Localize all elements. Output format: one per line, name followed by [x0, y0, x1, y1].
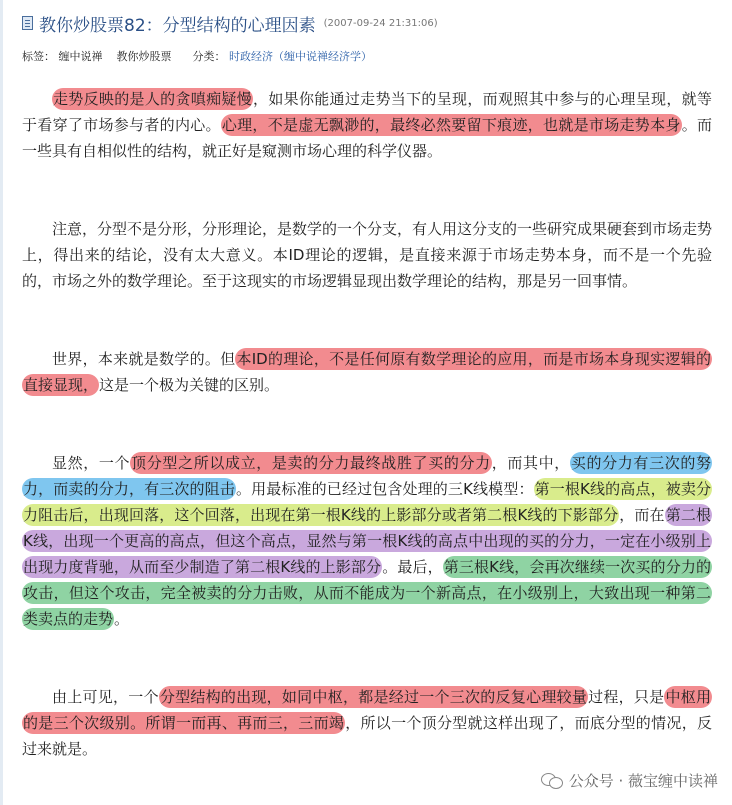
paragraph-1 — [22, 86, 712, 164]
highlight-red: 走势反映的是人的贪嗔痴疑慢 — [53, 90, 253, 108]
left-edge — [0, 0, 3, 805]
text-span: 过程，只是 — [588, 688, 665, 706]
wechat-icon — [541, 772, 563, 790]
highlight-red: 中枢用的是三个次级别。所谓一而再、再而三，三而竭 — [23, 688, 711, 732]
highlight-purple: 第二根K线，出现一个更高的高点，但这个高点，显然与第一根K线的高点中出现的买的分力，一定在小级别上出现力度背驰，从而至少制造了第二根K线的上影部分 — [23, 506, 711, 576]
highlight-yellow: 第一根K线的高点，被卖分力阻击后，出现回落，这个回落，出现在第一根K线的上影部分或者第二根K线的下影部分 — [23, 480, 711, 524]
paragraph-5 — [22, 684, 712, 762]
post-header — [22, 10, 722, 36]
text-span: 世界，本来就是数学的。但 — [52, 350, 236, 368]
text-span: ，而在 — [619, 506, 665, 524]
text-span: 显然，一个 — [52, 454, 131, 472]
document-icon — [22, 16, 33, 30]
watermark — [541, 770, 718, 791]
post-timestamp: (2007-09-24 21:31:06) — [323, 17, 438, 29]
text-span: 这是一个极为关键的区别。 — [99, 376, 280, 394]
text-span: 。而一些具有自相似性的结构，就正好是窥测市场心理的科学仪器。 — [22, 116, 712, 160]
text-span: 。用最标准的已经过包含处理的三K线模型： — [235, 480, 534, 498]
tags-label: 标签： — [22, 50, 55, 63]
highlight-red: 顶分型之所以成立，是卖的分力最终战胜了买的分力 — [131, 454, 491, 472]
article-body — [22, 86, 712, 762]
tag-link[interactable]: 缠中说禅 — [58, 50, 103, 63]
category-label: 分类： — [192, 50, 226, 63]
watermark-text: 公众号 · 薇宝缠中读禅 — [568, 772, 718, 790]
highlight-red: 本ID的理论，不是任何原有数学理论的应用，而是市场本身现实逻辑的直接显现， — [23, 350, 711, 394]
text-span: 注意，分型不是分形，分形理论，是数学的一个分支，有人用这分支的一些研究成果硬套到市场走势上，得出来的结论，没有太大意义。本ID理论的逻辑，是直接来源于市场走势本身，而不是一个先验的，市场之外的数学理论。至于这现实的市场逻辑显现出数学理论的结构，那是另一回事情。 — [22, 220, 713, 290]
text-span: 由上可见，一个 — [52, 688, 159, 706]
post-meta — [22, 48, 372, 66]
category-link[interactable]: 时政经济（缠中说禅经济学） — [229, 50, 372, 63]
text-span: ，所以一个顶分型就这样出现了，而底分型的情况，反过来就是。 — [22, 714, 712, 758]
text-span: 。 — [114, 610, 130, 628]
text-span: ，而其中， — [491, 454, 570, 472]
text-span: 。最后， — [382, 558, 443, 576]
highlight-red: 分型结构的出现，如同中枢，都是经过一个三次的反复心理较量 — [159, 688, 588, 706]
tag-link[interactable]: 教你炒股票 — [116, 50, 172, 63]
highlight-red: 心理，不是虚无飘渺的，最终必然要留下痕迹，也就是市场走势本身 — [221, 116, 681, 134]
highlight-green: 第三根K线，会再次继续一次买的分力的攻击，但这个攻击，完全被卖的分力击败，从而不能成为一个新高点，在小级别上，大致出现一种第二类卖点的走势 — [23, 558, 711, 628]
highlight-blue: 买的分力有三次的努力，而卖的分力，有三次的阻击 — [23, 454, 711, 498]
paragraph-2 — [22, 216, 712, 294]
post-title[interactable]: 教你炒股票82：分型结构的心理因素 — [39, 15, 316, 36]
paragraph-3 — [22, 346, 712, 398]
paragraph-4 — [22, 450, 712, 632]
text-span: ，如果你能通过走势当下的呈现，而观照其中参与的心理呈现，就等于看穿了市场参与者的内心。 — [22, 90, 712, 134]
